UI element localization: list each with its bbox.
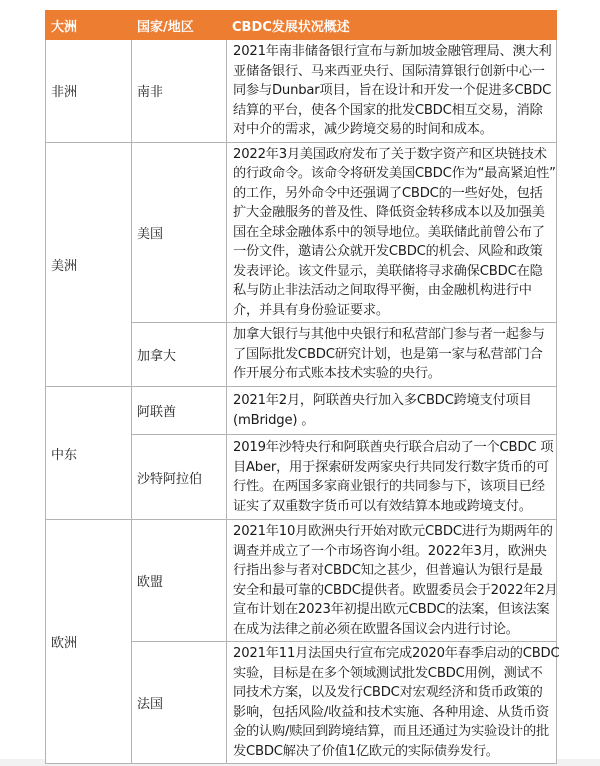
- overview-line: 行指出参与者对CBDC知之甚少，但普遍认为银行是最: [233, 563, 543, 578]
- country-cell: 法国: [132, 642, 227, 764]
- overview-line: 对中介的需求，减少跨境交易的时间和成本。: [233, 122, 493, 137]
- header-overview: CBDC发展状况概述: [227, 11, 557, 40]
- overview-line: 同技术方案，以及发行CBDC对宏观经济和货币政策的: [233, 685, 543, 700]
- overview-line: 亚储备银行、马来西亚央行、国际清算银行创新中心一: [233, 63, 545, 79]
- overview-line: 影响，包括风险/收益和技术实施、各种用途、从货币资: [233, 704, 549, 720]
- table-body: [46, 40, 560, 764]
- continent-cell: 欧洲: [46, 520, 132, 764]
- header-continent: 大洲: [46, 11, 132, 40]
- overview-line: 发CBDC解决了价值1亿欧元的实际债券发行。: [233, 743, 499, 759]
- cbdc-table: [45, 10, 560, 764]
- table-row: [46, 387, 557, 435]
- overview-line: 目Aber，用于探索研发两家央行共同发行数字货币的可: [233, 459, 549, 475]
- table-row: [46, 142, 557, 323]
- overview-cell: [227, 142, 557, 323]
- overview-line: 2021年10月欧洲央行开始对欧元CBDC进行为期两年的: [233, 524, 553, 539]
- continent-cell: 非洲: [46, 40, 132, 143]
- continent-cell: 美洲: [46, 142, 132, 387]
- overview-line: (mBridge) 。: [233, 412, 315, 428]
- overview-line: 同参与Dunbar项目，旨在设计和开发一个促进多CBDC: [233, 83, 552, 98]
- overview-cell: [227, 435, 557, 520]
- country-cell: 欧盟: [132, 520, 227, 642]
- overview-line: 证实了双重数字货币可以有效结算本地或跨境支付。: [233, 498, 532, 514]
- country-cell: 美国: [132, 142, 227, 323]
- overview-line: 加拿大银行与其他中央银行和私营部门参与者一起参与: [233, 327, 545, 343]
- overview-line: 2019年沙特央行和阿联酋央行联合启动了一个CBDC 项: [233, 440, 554, 455]
- overview-cell: [227, 40, 557, 143]
- overview-line: 调查并成立了一个市场咨询小组。2022年3月，欧洲央: [233, 543, 547, 559]
- overview-line: 2021年11月法国央行宣布完成2020年春季启动的CBDC: [233, 646, 560, 661]
- overview-line: 金的认购/赎回到跨境结算，而且还通过为实验设计的批: [233, 724, 549, 739]
- header-country: 国家/地区: [132, 11, 227, 40]
- country-cell: 阿联酋: [132, 387, 227, 435]
- overview-line: 实验，目标是在多个领域测试批发CBDC用例，测试不: [233, 665, 543, 681]
- overview-line: 结算的平台，使各个国家的批发CBDC相互交易，消除: [233, 102, 543, 118]
- overview-line: 了国际批发CBDC研究计划，也是第一家与私营部门合: [233, 346, 543, 362]
- country-cell: 沙特阿拉伯: [132, 435, 227, 520]
- overview-line: 2022年3月美国政府发布了关于数字资产和区块链技术: [233, 146, 547, 162]
- country-cell: 南非: [132, 40, 227, 143]
- overview-line: 在成为法律之前必须在欧盟各国议会内进行讨论。: [233, 621, 519, 637]
- overview-line: 一份文件，邀请公众就开发CBDC的机会、风险和政策: [233, 244, 543, 259]
- country-cell: 加拿大: [132, 323, 227, 387]
- table-row: [46, 520, 557, 642]
- overview-cell: [227, 642, 560, 764]
- overview-cell: [227, 387, 557, 435]
- overview-line: 私与防止非法活动之间取得平衡，由金融机构进行中: [233, 283, 532, 298]
- overview-cell: [227, 323, 557, 387]
- header-row: [46, 11, 557, 40]
- overview-cell: [227, 520, 557, 642]
- overview-line: 国在全球金融体系中的领导地位。美联储此前曾公布了: [233, 224, 545, 240]
- overview-line: 宣布计划在2023年初提出欧元CBDC的法案，但该法案: [233, 602, 550, 617]
- overview-line: 2021年南非储备银行宣布与新加坡金融管理局、澳大利: [233, 44, 552, 59]
- table-row: [46, 40, 557, 143]
- overview-line: 作开展分布式账本技术实验的央行。: [233, 366, 441, 382]
- overview-line: 安全和最可靠的CBDC提供者。欧盟委员会于2022年2月: [233, 582, 558, 598]
- overview-line: 2021年2月，阿联酋央行加入多CBDC跨境支付项目: [233, 393, 532, 408]
- continent-cell: 中东: [46, 387, 132, 520]
- overview-line: 行性。在两国多家商业银行的共同参与下，该项目已经: [233, 479, 545, 494]
- overview-line: 的行政命令。该命令将研发美国CBDC作为“最高紧迫性”: [233, 166, 556, 181]
- overview-line: 扩大金融服务的普及性、降低资金转移成本以及加强美: [233, 205, 545, 220]
- overview-line: 介，并具有身份验证要求。: [233, 302, 389, 318]
- overview-line: 的工作，另外命令中还强调了CBDC的一些好处，包括: [233, 185, 543, 201]
- overview-line: 发表评论。该文件显示，美联储将寻求确保CBDC在隐: [233, 263, 543, 279]
